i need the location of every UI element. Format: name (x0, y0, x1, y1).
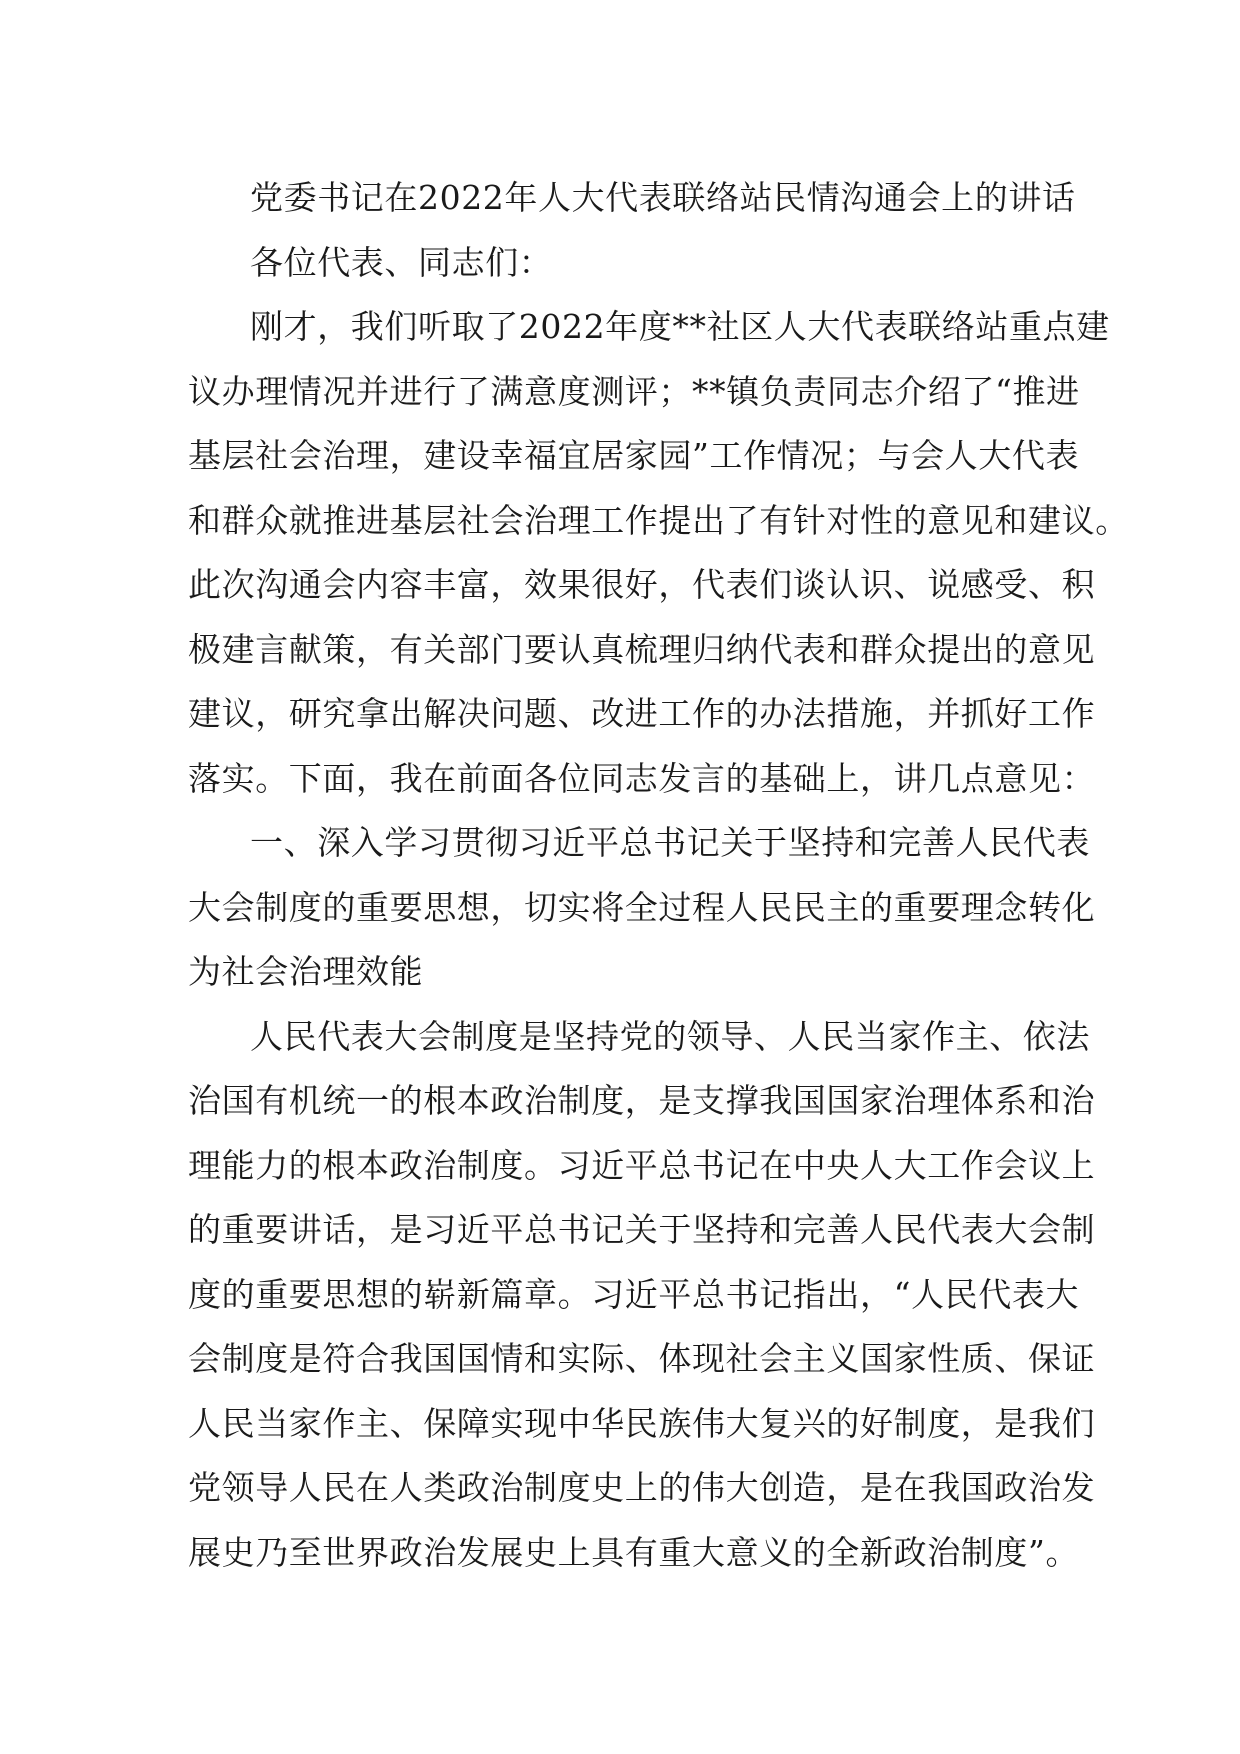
paragraph-line: 建议，研究拿出解决问题、改进工作的办法措施，并抓好工作 (188, 694, 1096, 733)
paragraph-line: 的重要讲话，是习近平总书记关于坚持和完善人民代表大会制 (188, 1210, 1096, 1249)
salutation: 各位代表、同志们： (250, 242, 553, 282)
paragraph-line: 基层社会治理，建设幸福宜居家园”工作情况；与会人大代表 (188, 436, 1080, 475)
paragraph-line: 展史乃至世界政治发展史上具有重大意义的全新政治制度”。 (188, 1532, 1080, 1572)
paragraph-line: 和群众就推进基层社会治理工作提出了有针对性的意见和建议。 (188, 500, 1129, 540)
paragraph-line: 刚才，我们听取了2022年度**社区人大代表联络站重点建 (250, 307, 1110, 346)
paragraph-line: 人民当家作主、保障实现中华民族伟大复兴的好制度，是我们 (188, 1403, 1096, 1443)
document-title: 党委书记在2022年人大代表联络站民情沟通会上的讲话 (250, 178, 1076, 217)
section-heading-line: 一、深入学习贯彻习近平总书记关于坚持和完善人民代表 (250, 823, 1090, 862)
paragraph-line: 会制度是符合我国国情和实际、体现社会主义国家性质、保证 (188, 1339, 1096, 1378)
paragraph-line: 此次沟通会内容丰富，效果很好，代表们谈认识、说感受、积 (188, 565, 1096, 604)
paragraph-line: 落实。下面，我在前面各位同志发言的基础上，讲几点意见： (188, 758, 1096, 798)
section-heading-line: 为社会治理效能 (188, 952, 424, 991)
section-heading-line: 大会制度的重要思想，切实将全过程人民民主的重要理念转化 (188, 887, 1096, 927)
paragraph-line: 治国有机统一的根本政治制度，是支撑我国国家治理体系和治 (188, 1081, 1096, 1120)
paragraph-line: 党领导人民在人类政治制度史上的伟大创造，是在我国政治发 (188, 1468, 1096, 1507)
paragraph-line: 人民代表大会制度是坚持党的领导、人民当家作主、依法 (250, 1016, 1090, 1056)
document-body (188, 166, 1129, 1585)
paragraph-line: 度的重要思想的崭新篇章。习近平总书记指出，“人民代表大 (188, 1274, 1080, 1314)
paragraph-line: 极建言献策，有关部门要认真梳理归纳代表和群众提出的意见 (188, 629, 1096, 669)
paragraph-line: 理能力的根本政治制度。习近平总书记在中央人大工作会议上 (188, 1145, 1096, 1185)
paragraph-line: 议办理情况并进行了满意度测评；**镇负责同志介绍了“推进 (188, 371, 1080, 411)
